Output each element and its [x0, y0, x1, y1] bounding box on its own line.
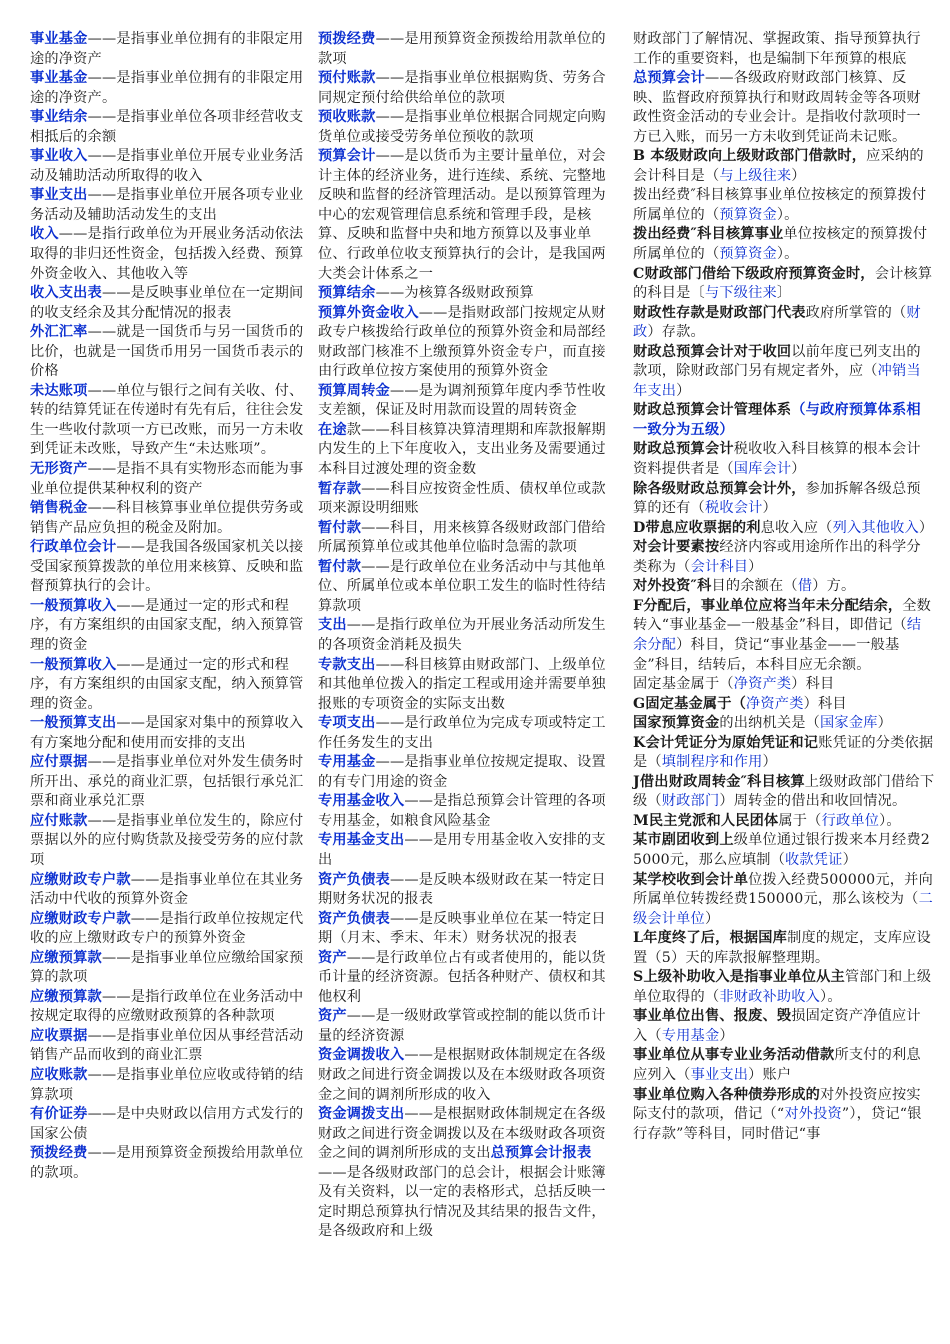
entry-term: 专款支出: [318, 656, 376, 673]
entry-definition-tail: ”），贷记“银行存款”等科目，同时借记“事: [633, 1106, 922, 1142]
entry-question-lead: 财政总预算会计对于收回: [633, 343, 792, 360]
entry-definition: ——是用预算资金预拨给用款单位的款项。: [30, 1145, 304, 1181]
glossary-entry: [30, 1144, 313, 1183]
entry-question-lead: S上级补助收入是指事业单位从主: [633, 969, 845, 986]
entry-definition: ——是指事业单位应收或待销的结算款项: [30, 1066, 304, 1103]
entry-question-lead: 事业单位从事专业业务活动借款: [633, 1047, 835, 1064]
entry-definition: ——是一级财政掌管或控制的能以货币计量的经济资源: [318, 1008, 606, 1044]
glossary-entry: [633, 734, 935, 773]
glossary-entry: [318, 753, 620, 792]
glossary-entry: [30, 988, 313, 1027]
entry-answer: 国库会计: [733, 461, 792, 478]
glossary-entry: [30, 382, 313, 460]
glossary-entry: [318, 284, 620, 304]
glossary-entry: [318, 714, 620, 753]
entry-definition: ——是指总预算会计管理的各项专用基金，如粮食风险基金: [318, 793, 606, 829]
glossary-entry: [30, 69, 313, 108]
glossary-entry: [30, 499, 313, 538]
entry-definition-tail: ）: [762, 754, 777, 771]
entry-definition: ——各级政府财政部门核算、反映、监督政府预算执行和财政周转金等各项财政性资金活动的专业会计。是指收付款项时一方已入账，而另一方未收到凭证尚未记账。: [633, 70, 921, 145]
entry-definition: ——是根据财政体制规定在各级财政之间进行资金调拨以及在本级财政各项资金之间的调剂所形成的支出: [318, 1106, 606, 1162]
glossary-entry: [633, 186, 935, 225]
entry-definition-tail: ）存款。: [647, 324, 705, 341]
entry-definition: ——是以货币为主要计量单位，对会计主体的经济业务，进行连续、系统、完整地反映和监督的经济管理活动。是以预算管理为中心的宏观管理信息系统和管理手段，是核算、反映和监督中央和地方预算以及事业单位、行政单位收支预算执行的会计，是我国两大类会计体系之一: [318, 148, 606, 282]
glossary-entry: [318, 69, 620, 108]
entry-term: 预拨经费: [318, 31, 376, 47]
entry-definition-tail: ）: [704, 910, 720, 927]
glossary-entry: [30, 538, 313, 597]
entry-definition: 上级财政部门借给下级（: [633, 773, 935, 810]
entry-term: 事业基金: [30, 31, 88, 47]
glossary-entry: [633, 929, 935, 968]
entry-term: 一般预算支出: [30, 715, 117, 732]
entry-definition: ——科目核算决算清理期和库款报解期内发生的上下年度收入，支出业务及需要通过本科目过渡处理的资金数: [318, 421, 606, 478]
entry-definition: 固定基金属于（: [633, 676, 734, 693]
glossary-entry: [633, 538, 935, 577]
entry-term: 预算外资金收入: [318, 304, 419, 321]
entry-definition: 税收收入科目核算的根本会计资料提供者是（: [633, 441, 921, 478]
entry-definition: ——是反映本级财政在某一特定日期财务状况的报表: [318, 871, 606, 908]
glossary-entry: [30, 225, 313, 284]
glossary-entry: [633, 968, 935, 1007]
column-middle: [318, 30, 620, 1242]
entry-answer: 非财政补助收入: [719, 988, 821, 1005]
glossary-entry: [318, 304, 620, 382]
entry-answer: 国家金库: [820, 715, 878, 732]
entry-definition: 应采纳的会计科目是（: [633, 148, 924, 184]
entry-term: 事业收入: [30, 148, 88, 165]
entry-term: 事业结余: [30, 109, 88, 126]
glossary-entry: [30, 949, 313, 988]
entry-answer: 预算资金: [719, 246, 777, 263]
entry-term: 事业支出: [30, 187, 88, 204]
entry-question-lead: 某市剧团收到上: [633, 832, 734, 849]
entry-definition: ——是指行政单位为开展业务活动所发生的各项资金消耗及损失: [318, 617, 606, 653]
entry-term: 专用基金收入: [318, 793, 405, 810]
entry-definition: ——是根据财政体制规定在各级财政之间进行资金调拨以及在本级财政各项资金之间的调剂所形成的收入: [318, 1047, 606, 1103]
entry-question-lead: K会计凭证分为原始凭证和记: [633, 734, 819, 751]
entry-definition: 会计核算的科目是〔: [633, 265, 933, 302]
glossary-entry: [633, 714, 935, 734]
glossary-entry: [318, 910, 620, 949]
entry-term: 收入支出表: [30, 285, 102, 302]
document-page: [30, 30, 935, 1314]
entry-definition: ——为核算各级财政预算: [375, 285, 534, 302]
entry-answer: 会计科目: [690, 558, 749, 575]
entry-definition: ——是指行政单位在业务活动中按规定取得的应缴财政预算的各种款项: [30, 988, 304, 1025]
glossary-entry: [318, 480, 620, 519]
glossary-entry: [30, 30, 313, 69]
entry-definition: 拨出经费″科目核算事业单位按核定的预算拨付所属单位的（: [633, 187, 927, 223]
entry-definition-tail: ）。: [879, 812, 901, 829]
glossary-entry: [633, 343, 935, 402]
entry-question-lead: 拨出经费″科目核算事业: [633, 226, 784, 243]
entry-definition: ——是指不具有实物形态而能为事业单位提供某种权利的资产: [30, 461, 304, 497]
entry-question-lead: 财政总预算会计管理体系: [633, 402, 792, 419]
entry-definition: ——是指事业单位应缴给国家预算的款项: [30, 949, 304, 986]
entry-definition-tail: ）: [791, 167, 806, 184]
glossary-entry: [318, 1007, 620, 1046]
entry-definition-tail: ）。: [776, 246, 799, 263]
entry-definition-tail: ）: [791, 461, 806, 478]
entry-definition: 属于（: [778, 812, 822, 829]
glossary-entry: [318, 30, 620, 69]
entry-term: 暂付款: [318, 558, 362, 575]
glossary-entry: [30, 1027, 313, 1066]
entry-term: 资产: [318, 1008, 347, 1025]
entry-answer: 收款凭证: [785, 851, 843, 868]
glossary-entry: [318, 382, 620, 421]
glossary-entry: [318, 831, 620, 870]
glossary-entry: [318, 421, 620, 480]
glossary-entry: [318, 616, 620, 655]
entry-answer: 专用基金: [661, 1027, 720, 1044]
glossary-entry: [30, 597, 313, 656]
entry-question-lead: G固定基金属于（: [633, 695, 747, 712]
entry-term: 事业基金: [30, 70, 88, 87]
entry-term: 预收账款: [318, 109, 376, 126]
entry-definition: ——是行政单位为完成专项或特定工作任务发生的支出: [318, 715, 606, 751]
entry-definition: 的出纳机关是（: [719, 715, 821, 732]
glossary-entry: [633, 695, 935, 715]
glossary-entry: [30, 323, 313, 382]
glossary-entry: [633, 480, 935, 519]
entry-answer: 税收会计: [704, 500, 763, 517]
entry-definition: 所支付的利息应列入（: [633, 1047, 921, 1083]
entry-term: 资产负债表: [318, 871, 390, 888]
entry-term: 应付账款: [30, 812, 88, 829]
entry-question-lead: 国家预算资金: [633, 715, 720, 732]
entry-definition: ——科目核算事业单位提供劳务或销售产品应负担的税金及附加。: [30, 500, 304, 536]
glossary-entry: [633, 1007, 935, 1046]
entry-definition-tail: ）: [842, 851, 857, 868]
entry-answer: 事业支出: [690, 1066, 749, 1083]
entry-definition: ——是指事业单位按规定提取、设置的有专门用途的资金: [318, 754, 606, 790]
glossary-entry: [30, 1066, 313, 1105]
entry-definition: ——是用专用基金收入安排的支出: [318, 832, 606, 868]
entry-definition: 目的余额在（: [711, 578, 798, 595]
entry-definition-tail: ）科目: [803, 695, 847, 712]
entry-definition: 管部门和上级单位取得的（: [633, 969, 932, 1005]
entry-term: 支出: [318, 617, 347, 634]
entry-question-lead: 财政总预算会计: [633, 441, 734, 458]
glossary-entry: [633, 675, 935, 695]
entry-term: 专项支出: [318, 715, 376, 732]
entry-term: 有价证券: [30, 1106, 88, 1123]
entry-definition: ——是指财政部门按规定从财政专户核拨给行政单位的预算外资金和局部经财政部门核准不上缴预算外资金专户，而直接由行政单位按方案使用的预算外资金: [318, 304, 606, 380]
entry-term: 应收票据: [30, 1027, 88, 1044]
entry-question-lead: 财政性存款是财政部门代表: [633, 304, 806, 321]
entry-answer: 预算资金: [719, 206, 777, 223]
entry-definition-tail: ）科目: [791, 676, 835, 693]
entry-definition: ——科目，用来核算各级财政部门借给所属预算单位或其他单位临时急需的款项: [318, 519, 606, 556]
glossary-entry: [633, 225, 935, 264]
entry-answer: 行政单位: [821, 812, 880, 829]
entry-term: 预付账款: [318, 70, 376, 87]
entry-definition: ——是反映事业单位在某一特定日期（月末、季末、年末）财务状况的报表: [318, 910, 606, 947]
entry-answer: 结余分配: [633, 617, 922, 653]
entry-definition-tail: ）。: [820, 988, 842, 1005]
entry-question-lead: 某学校收到会计单: [633, 871, 749, 888]
entry-term: 应收账款: [30, 1066, 88, 1083]
entry-answer: 二级会计单位: [633, 891, 933, 927]
entry-definition-tail: ）: [676, 382, 691, 399]
glossary-entry: [318, 558, 620, 617]
entry-term: 无形资产: [30, 461, 88, 478]
glossary-entry: [633, 147, 935, 186]
entry-term: 应缴财政专户款: [30, 910, 131, 927]
glossary-entry: [30, 1105, 313, 1144]
glossary-entry: [318, 147, 620, 284]
entry-term: 专用基金: [318, 754, 376, 771]
entry-definition: ——是用预算资金预拨给用款单位的款项: [318, 31, 606, 67]
glossary-entry: [633, 30, 935, 69]
entry-definition: 损固定资产净值应计入（: [633, 1008, 921, 1044]
glossary-entry: [318, 1046, 620, 1105]
entry-definition: ——是指事业单位根据购货、劳务合同规定预付给供给单位的款项: [318, 70, 606, 106]
entry-definition: ——是国家对集中的预算收入有方案地分配和使用而安排的支出: [30, 715, 304, 751]
entry-question-lead: 对外投资″科: [633, 578, 712, 595]
glossary-entry: [633, 831, 935, 870]
glossary-entry: [633, 871, 935, 930]
entry-definition: ——是行政单位占有或者使用的，能以货币计量的经济资源。包括各种财产、债权和其他权利: [318, 949, 606, 1005]
entry-definition: 对外投资应按实际支付的款项，借记（“: [633, 1086, 921, 1123]
entry-definition: ——是反映事业单位在一定期间的收支经余及其分配情况的报表: [30, 285, 304, 321]
entry-question-lead: M民主党派和人民团体: [633, 812, 779, 829]
entry-definition: 级单位通过银行拨来本月经费25000元，那么应填制（: [633, 832, 930, 868]
entry-term: 暂存款: [318, 480, 362, 497]
entry-term: 一般预算收入: [30, 656, 117, 673]
entry-answer: 借: [797, 578, 813, 595]
entry-answer: 冲销当年支出: [633, 363, 921, 399]
entry-answer: 填制程序和作用: [661, 754, 763, 771]
entry-definition: ——单位与银行之间有关收、付、转的结算凭证在传递时有先有后，往往会发生一些收付款项一方已改账，而另一方未收到凭证未改账，导致产生“未达账项”。: [30, 382, 304, 458]
entry-term: 预拨经费: [30, 1145, 88, 1162]
entry-definition: ——是指行政单位按规定代收的应上缴财政专户的预算外资金: [30, 910, 304, 947]
entry-definition: 参加拆解各级总预算的还有（: [633, 480, 921, 517]
entry-term: 资金调拨收入: [318, 1047, 405, 1064]
entry-definition: 财政部门了解情况、掌握政策、指导预算执行工作的重要资料，也是编制下年预算的根底: [633, 31, 921, 67]
entry-definition: 以前年度已列支出的款项，除财政部门另有规定者外，应（: [633, 343, 921, 380]
glossary-entry: [633, 577, 935, 597]
glossary-entry: [30, 147, 313, 186]
entry-definition: ——是为调剂预算年度内季节性收支差额，保证及时用款而设置的周转资金: [318, 382, 606, 419]
entry-term: 暂付款: [318, 519, 362, 536]
entry-definition: ——是中央财政以信用方式发行的国家公债: [30, 1106, 304, 1142]
entry-term: 资产负债表: [318, 910, 390, 927]
entry-definition-tail: ）账户: [748, 1066, 792, 1083]
entry-term: 应付票据: [30, 754, 88, 771]
entry-term: 总预算会计报表: [490, 1145, 592, 1162]
glossary-entry: [30, 284, 313, 323]
entry-definition: ——就是一国货币与另一国货币的比价，也就是一国货币用另一国货币表示的价格: [30, 324, 304, 380]
glossary-entry: [633, 1086, 935, 1145]
entry-definition: 制度的规定，支库应设置（5）天的库款报解整理期。: [633, 930, 931, 966]
entry-term: 在途: [318, 421, 347, 438]
entry-term: 应缴预算款: [30, 988, 102, 1005]
entry-term-suffix: 款: [346, 421, 362, 438]
entry-question-lead: 事业单位购入各种债券形成的: [633, 1086, 821, 1103]
entry-answer: 净资产类: [733, 676, 792, 693]
glossary-entry: [318, 949, 620, 1008]
entry-term: 外汇汇率: [30, 324, 88, 341]
column-right: [633, 30, 935, 1144]
entry-definition: 息收入应（: [760, 519, 833, 536]
entry-question-lead: C财政部门借给下级政府预算资金时，: [633, 265, 875, 282]
entry-term: 行政单位会计: [30, 539, 117, 556]
entry-answer: 财政部门: [661, 793, 720, 810]
entry-definition-tail: 〕: [776, 285, 792, 302]
entry-answer: （与政府预算体系相一致分为五级）: [633, 402, 921, 438]
entry-definition-tail: ）: [918, 519, 934, 536]
glossary-entry: [633, 304, 935, 343]
entry-definition: ——是指事业单位各项非经营收支相抵后的余额: [30, 109, 304, 145]
entry-answer: 与下级往来: [704, 285, 777, 302]
entry-definition: ——是我国各级国家机关以接受国家预算拨款的单位用来核算、反映和监督预算执行的会计。: [30, 539, 304, 595]
entry-term: 专用基金支出: [318, 832, 405, 849]
entry-definition: 政府所掌管的（: [805, 304, 907, 321]
entry-definition: 全数转入“事业基金—一般基金”科目，即借记（: [633, 597, 932, 634]
entry-definition-tail: ）。: [776, 206, 799, 223]
entry-term: 资产: [318, 949, 347, 966]
glossary-entry: [633, 440, 935, 479]
entry-definition-tail: ）周转金的借出和收回情况。: [719, 793, 907, 810]
glossary-entry: [30, 910, 313, 949]
glossary-entry: [318, 871, 620, 910]
glossary-entry: [30, 812, 313, 871]
glossary-entry: [30, 186, 313, 225]
glossary-entry: [30, 460, 313, 499]
glossary-entry: [633, 597, 935, 675]
entry-definition: ——是通过一定的形式和程序，有方案组织的由国家支配，纳入预算管理的资金。: [30, 656, 304, 712]
entry-definition: ——是行政单位在业务活动中与其他单位、所属单位或本单位职工发生的临时性待结算款项: [318, 558, 606, 614]
entry-definition: ——是指行政单位为开展业务活动依法取得的非归还性资金，包括拨入经费、预算外资金收入、其他收入等: [30, 226, 304, 282]
entry-answer: 财政: [633, 304, 921, 341]
entry-question-lead: L年度终了后，根据国库: [633, 930, 788, 947]
entry-term: 总预算会计: [633, 70, 705, 87]
entry-term: 资金调拨支出: [318, 1106, 405, 1123]
glossary-entry: [318, 1105, 620, 1242]
entry-definition: ——是通过一定的形式和程序，有方案组织的由国家支配，纳入预算管理的资金: [30, 597, 304, 653]
entry-term: 一般预算收入: [30, 597, 117, 614]
entry-term: 应缴预算款: [30, 949, 102, 966]
entry-term: 销售税金: [30, 500, 88, 517]
entry-term: 预算结余: [318, 285, 376, 302]
entry-definition: ——是指事业单位因从事经营活动销售产品而收到的商业汇票: [30, 1027, 304, 1064]
entry-definition: 位拨入经费500000元，并向所属单位转拨经费150000元，那么该校为（: [633, 871, 933, 908]
entry-definition-tail: ）: [719, 1027, 734, 1044]
entry-definition: ——是指事业单位在其业务活动中代收的预算外资金: [30, 871, 304, 908]
entry-definition: ——是指事业单位发生的，除应付票据以外的应付购货款及接受劳务的应付款项: [30, 812, 304, 868]
glossary-entry: [633, 812, 935, 832]
entry-question-lead: 对会计要素按: [633, 539, 720, 556]
entry-question-lead: 事业单位出售、报废、毁: [633, 1008, 792, 1025]
entry-answer: 对外投资: [784, 1106, 842, 1123]
entry-question-lead: F分配后，事业单位应将当年未分配结余，: [633, 597, 903, 614]
glossary-entry: [633, 69, 935, 147]
entry-answer: 与上级往来: [719, 167, 792, 184]
entry-term: 预算周转金: [318, 382, 390, 399]
glossary-entry: [318, 519, 620, 558]
column-left: [30, 30, 313, 1183]
entry-definition-tail: ）: [748, 558, 763, 575]
entry-definition: 账凭证的分类依据是（: [633, 734, 934, 771]
glossary-entry: [633, 401, 935, 440]
entry-definition: ——科目应按资金性质、债权单位或款项来源设明细账: [318, 480, 606, 517]
entry-definition-tail: ）方。: [812, 578, 856, 595]
glossary-entry: [633, 265, 935, 304]
glossary-entry: [318, 656, 620, 715]
entry-term: 未达账项: [30, 382, 88, 399]
entry-definition-tail: ）: [762, 500, 777, 517]
entry-definition-tail: ）科目，贷记“事业基金——一般基金”科目，结转后，本科目应无余额。: [633, 636, 900, 673]
entry-term: 应缴财政专户款: [30, 871, 131, 888]
glossary-entry: [30, 714, 313, 753]
entry-answer: 净资产类: [746, 695, 804, 712]
entry-question-lead: 除各级财政总预算会计外，: [633, 480, 806, 497]
glossary-entry: [318, 792, 620, 831]
entry-term: 收入: [30, 226, 59, 243]
glossary-entry: [30, 753, 313, 812]
entry-definition: ——是指事业单位拥有的非限定用途的净资产。: [30, 70, 304, 106]
glossary-entry: [30, 108, 313, 147]
entry-question-lead: D带息应收票据的利: [633, 519, 761, 536]
entry-definition-tail: ）: [877, 715, 892, 732]
entry-definition: 经济内容或用途所作出的科学分类称为（: [633, 539, 921, 575]
glossary-entry: [633, 1046, 935, 1085]
entry-definition: ——是指事业单位对外发生债务时所开出、承兑的商业汇票，包括银行承兑汇票和商业承兑汇票: [30, 754, 304, 810]
entry-definition: ——科目核算由财政部门、上级单位和其他单位拨入的指定工程或用途并需要单独报账的专项资金的实际支出数: [318, 656, 606, 712]
glossary-entry: [30, 656, 313, 715]
entry-definition: 单位按核定的预算拨付所属单位的（: [633, 226, 928, 263]
entry-term: 预算会计: [318, 148, 376, 165]
glossary-entry: [633, 519, 935, 539]
entry-definition: ——是指事业单位开展专业业务活动及辅助活动所取得的收入: [30, 148, 304, 184]
entry-definition: ——是各级财政部门的总会计，根据会计账簿及有关资料，以一定的表格形式，总括反映一定时期总预算执行情况及其结果的报告文件，是各级政府和上级: [318, 1164, 606, 1240]
glossary-entry: [633, 773, 935, 812]
glossary-entry: [30, 871, 313, 910]
entry-answer: 列入其他收入: [832, 519, 919, 536]
entry-question-lead: B 本级财政向上级财政部门借款时，: [633, 148, 867, 165]
entry-question-lead: J借出财政周转金″科目核算: [633, 773, 805, 790]
entry-definition: ——是指事业单位开展各项专业业务活动及辅助活动发生的支出: [30, 187, 304, 223]
glossary-entry: [318, 108, 620, 147]
entry-definition: ——是指事业单位拥有的非限定用途的净资产: [30, 31, 304, 67]
entry-definition: ——是指事业单位根据合同规定向购货单位或接受劳务单位预收的款项: [318, 109, 606, 145]
